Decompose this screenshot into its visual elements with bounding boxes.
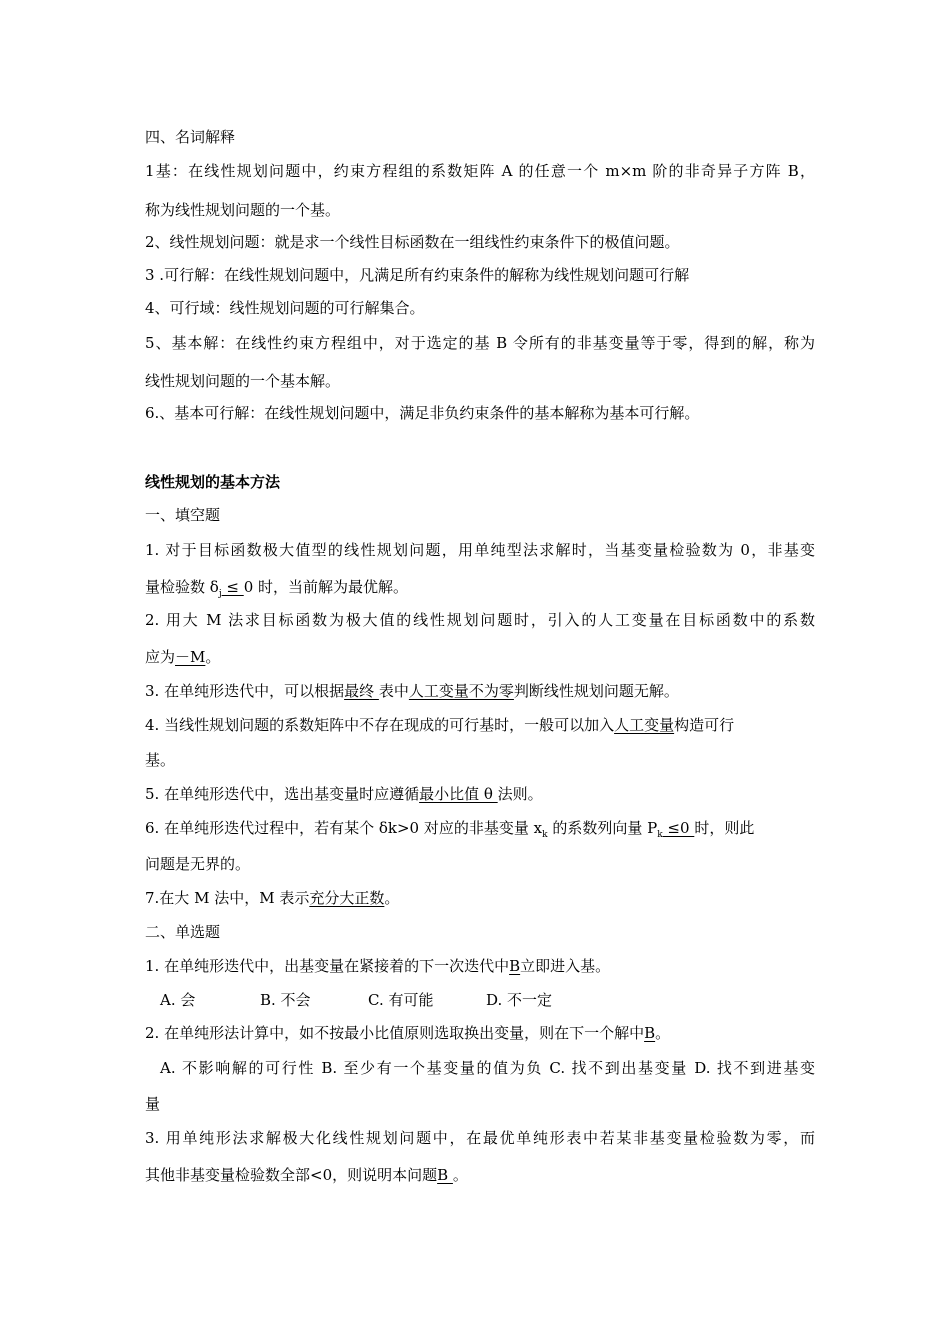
option-a: A. 会 xyxy=(160,991,196,1009)
paragraph-line: 3 .可行解：在线性规划问题中，凡满足所有约束条件的解称为线性规划问题可行解 xyxy=(145,266,690,284)
question-text: 量检验数 xyxy=(145,578,210,596)
question-text: 4. 当线性规划问题的系数矩阵中不存在现成的可行基时，一般可以加入 xyxy=(145,716,615,734)
answer-blank: B xyxy=(509,957,521,975)
question-text: 判断线性规划问题无解。 xyxy=(513,682,679,700)
answer-blank: 最终 xyxy=(344,682,379,700)
question-text: 6. 在单纯形迭代过程中，若有某个 δk>0 对应的非基变量 x xyxy=(145,819,543,837)
question-line xyxy=(145,956,815,976)
question-text: 0 时，当前解为最优解。 xyxy=(243,578,409,596)
subscript: k xyxy=(657,830,663,840)
question-text: 应为 xyxy=(145,648,176,666)
question-line: 2. 用大 M 法求目标函数为极大值的线性规划问题时，引入的人工变量在目标函数中的系数 xyxy=(145,611,815,629)
answer-blank: 充分大正数 xyxy=(309,889,385,907)
question-line xyxy=(145,647,815,667)
question-line: 问题是无界的。 xyxy=(145,855,251,873)
question-text: 。 xyxy=(205,648,221,666)
question-line xyxy=(145,818,815,845)
paragraph-line: 称为线性规划问题的一个基。 xyxy=(145,201,341,219)
question-text: 的系数列向量 P xyxy=(547,819,658,837)
paragraph-line: 4、可行域：线性规划问题的可行解集合。 xyxy=(145,299,425,317)
question-line: 基。 xyxy=(145,751,176,769)
paragraph-line: 线性规划问题的一个基本解。 xyxy=(145,372,341,390)
answer-blank: 最小比值 θ xyxy=(419,785,498,803)
question-text: 5. 在单纯形迭代中，选出基变量时应遵循 xyxy=(145,785,420,803)
question-text: 法则。 xyxy=(497,785,543,803)
options-line: A. 不影响解的可行性 B. 至少有一个基变量的值为负 C. 找不到出基变量 D. 找不到进基变 xyxy=(160,1059,815,1077)
options-line xyxy=(160,990,830,1010)
section-heading-terms: 四、名词解释 xyxy=(145,128,236,146)
option-c: C. 有可能 xyxy=(368,991,434,1009)
question-text: 7.在大 M 法中，M 表示 xyxy=(145,889,310,907)
question-line xyxy=(145,784,815,804)
delta-symbol: δ xyxy=(209,578,219,596)
question-line: 1. 对于目标函数极大值型的线性规划问题，用单纯型法求解时，当基变量检验数为 0，非基变 xyxy=(145,541,815,559)
question-line xyxy=(145,1165,815,1185)
question-text: 时，则此 xyxy=(694,819,755,837)
subscript: j xyxy=(218,589,222,599)
paragraph-line: 5、基本解：在线性约束方程组中，对于选定的基 B 令所有的非基变量等于零，得到的解，称为 xyxy=(145,334,815,352)
section-heading-fill-blank: 一、填空题 xyxy=(145,506,221,524)
answer-blank: ≤ xyxy=(221,578,244,596)
answer-blank: B xyxy=(644,1024,656,1042)
question-line xyxy=(145,577,815,604)
paragraph-line: 6.、基本可行解：在线性规划问题中，满足非负约束条件的基本解称为基本可行解。 xyxy=(145,404,700,422)
question-text: 。 xyxy=(384,889,400,907)
question-text: 2. 在单纯形法计算中，如不按最小比值原则选取换出变量，则在下一个解中 xyxy=(145,1024,645,1042)
paragraph-line: 1基：在线性规划问题中，约束方程组的系数矩阵 A 的任意一个 m×m 阶的非奇异子方阵 B， xyxy=(145,162,815,180)
answer-blank: 人工变量不为零 xyxy=(408,682,514,700)
answer-blank: ≤0 xyxy=(662,819,695,837)
question-text: 1. 在单纯形迭代中，出基变量在紧接着的下一次迭代中 xyxy=(145,957,510,975)
question-text: 3. 在单纯形迭代中，可以根据 xyxy=(145,682,345,700)
answer-blank: B xyxy=(437,1166,453,1184)
option-b: B. 不会 xyxy=(260,991,311,1009)
subscript: k xyxy=(542,830,548,840)
option-d: D. 不一定 xyxy=(486,991,553,1009)
question-line: 3. 用单纯形法求解极大化线性规划问题中，在最优单纯形表中若某非基变量检验数为零，而 xyxy=(145,1129,815,1147)
question-line xyxy=(145,681,815,701)
section-title-methods: 线性规划的基本方法 xyxy=(145,473,281,491)
question-line xyxy=(145,1023,815,1043)
paragraph-line: 2、线性规划问题：就是求一个线性目标函数在一组线性约束条件下的极值问题。 xyxy=(145,233,680,251)
question-line: 量 xyxy=(145,1095,161,1113)
question-text: 其他非基变量检验数全部<0，则说明本问题 xyxy=(145,1166,438,1184)
question-text: 构造可行 xyxy=(674,716,735,734)
question-text: 立即进入基。 xyxy=(520,957,611,975)
question-text: 表中 xyxy=(378,682,409,700)
question-line xyxy=(145,888,815,908)
question-line xyxy=(145,715,815,735)
answer-blank: 人工变量 xyxy=(614,716,675,734)
section-heading-single-choice: 二、单选题 xyxy=(145,923,221,941)
answer-blank: －M xyxy=(175,648,206,666)
question-text: 。 xyxy=(655,1024,671,1042)
question-text: 。 xyxy=(452,1166,468,1184)
